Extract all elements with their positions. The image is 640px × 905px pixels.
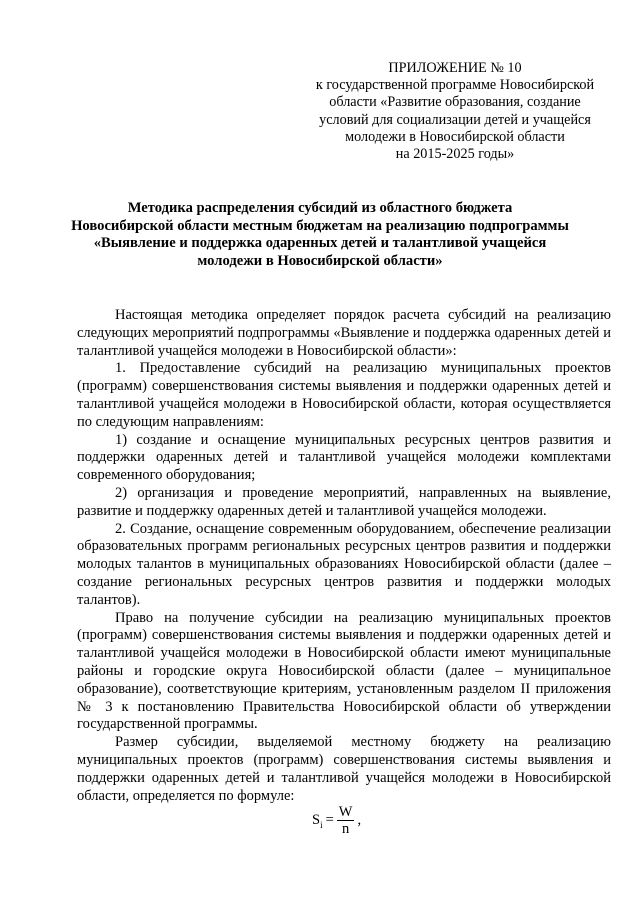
formula-lhs	[312, 812, 323, 830]
paragraph-subitem-2: 2) организация и проведение мероприятий, направленных на выявление, развитие и поддержку одаренных детей и талантливой учащейся молодежи.	[77, 484, 611, 519]
formula-lhs-symbol: S	[312, 811, 321, 828]
appendix-line: к государственной программе Новосибирской	[315, 77, 595, 94]
appendix-line: на 2015-2025 годы»	[395, 146, 515, 163]
title-line: молодежи в Новосибирской области»	[197, 252, 443, 269]
subsidy-formula	[312, 804, 361, 837]
paragraph-eligibility: Право на получение субсидии на реализацию муниципальных проектов (программ) совершенствования системы выявления и поддержки одаренных детей и талантливой учащейся молодежи в Новосибирской области имеют муниципальные районы и городские округа Новосибирской области (далее – муниципальное образование), соответствующие критериям, установленным разделом II приложения № 3 к постановлению Правительства Новосибирской области об утверждении государственной программы.	[77, 609, 611, 733]
appendix-line: условий для социализации детей и учащейся	[319, 111, 591, 128]
paragraph-item-1: 1. Предоставление субсидий на реализацию муниципальных проектов (программ) совершенствования системы выявления и поддержки одаренных детей и талантливой учащейся молодежи в Новосибирской области, которая осуществляется по следующим направлениям:	[77, 360, 611, 430]
appendix-title: ПРИЛОЖЕНИЕ № 10	[388, 60, 522, 76]
paragraph-subitem-1: 1) создание и оснащение муниципальных ресурсных центров развития и поддержки одаренных детей и талантливой учащейся молодежи комплектами современного оборудования;	[77, 431, 611, 484]
formula-numerator: W	[338, 804, 353, 820]
title-line: Новосибирской области местным бюджетам на реализацию подпрограммы	[71, 217, 569, 234]
formula-fraction	[337, 804, 355, 837]
document-body	[77, 307, 611, 805]
formula-equals: =	[325, 812, 334, 828]
paragraph-intro: Настоящая методика определяет порядок расчета субсидий на реализацию следующих мероприятий подпрограммы «Выявление и поддержка одаренных детей и талантливой учащейся молодежи в Новосибирской области»:	[77, 307, 611, 359]
paragraph-subsidy-size: Размер субсидии, выделяемой местному бюджету на реализацию муниципальных проектов (программ) совершенствования системы выявления и поддержки одаренных детей и талантливой учащейся молодежи в Новосибирской области, определяется по формуле:	[77, 734, 611, 804]
formula-denominator: n	[342, 821, 350, 837]
formula-trailing-comma: ,	[357, 812, 362, 828]
appendix-header	[300, 60, 610, 163]
title-line: Методика распределения субсидий из областного бюджета	[127, 200, 513, 216]
document-title	[60, 200, 580, 270]
formula-lhs-subscript: i	[320, 819, 323, 830]
appendix-line: области «Развитие образования, создание	[329, 94, 581, 111]
paragraph-item-2: 2. Создание, оснащение современным оборудованием, обеспечение реализации образовательных программ региональных ресурсных центров развития и поддержки молодых талантов в муниципальных образованиях Новосибирской области (далее – создание региональных ресурсных центров развития и поддержки молодых талантов).	[77, 520, 611, 608]
appendix-line: молодежи в Новосибирской области	[345, 128, 565, 145]
title-line: «Выявление и поддержка одаренных детей и талантливой учащейся	[93, 235, 547, 252]
